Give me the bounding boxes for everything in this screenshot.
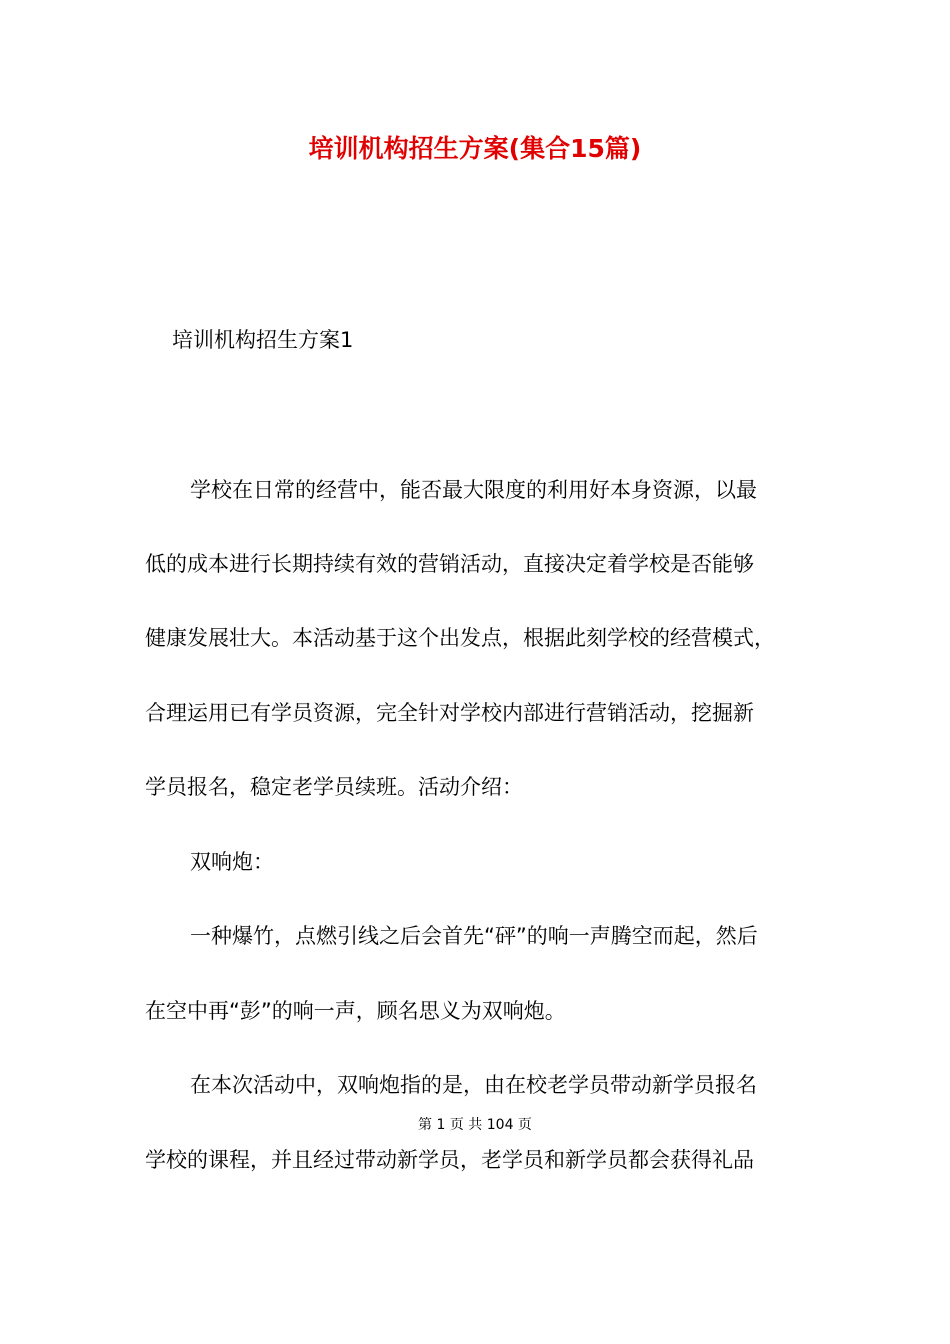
- paragraph-line: 双响炮：: [190, 850, 274, 874]
- page-title: 培训机构招生方案(集合15篇): [308, 134, 642, 163]
- paragraph-line: 在空中再“彭”的响一声，顾名思义为双响炮。: [145, 999, 566, 1023]
- paragraph-line: 一种爆竹，点燃引线之后会首先“砰”的响一声腾空而起，然后: [190, 924, 758, 948]
- paragraph-line: 学校的课程，并且经过带动新学员，老学员和新学员都会获得礼品: [145, 1148, 754, 1172]
- paragraph-line: 健康发展壮大。本活动基于这个出发点，根据此刻学校的经营模式，: [145, 626, 775, 650]
- paragraph-line: 低的成本进行长期持续有效的营销活动，直接决定着学校是否能够: [145, 552, 754, 576]
- paragraph-line: 在本次活动中，双响炮指的是，由在校老学员带动新学员报名: [190, 1073, 757, 1097]
- section-heading: 培训机构招生方案1: [172, 328, 354, 352]
- paragraph-line: 学校在日常的经营中，能否最大限度的利用好本身资源，以最: [190, 478, 757, 502]
- page-number-footer: 第 1 页 共 104 页: [418, 1117, 532, 1133]
- paragraph-line: 学员报名，稳定老学员续班。活动介绍：: [145, 775, 523, 799]
- paragraph-line: 合理运用已有学员资源，完全针对学校内部进行营销活动，挖掘新: [145, 701, 754, 725]
